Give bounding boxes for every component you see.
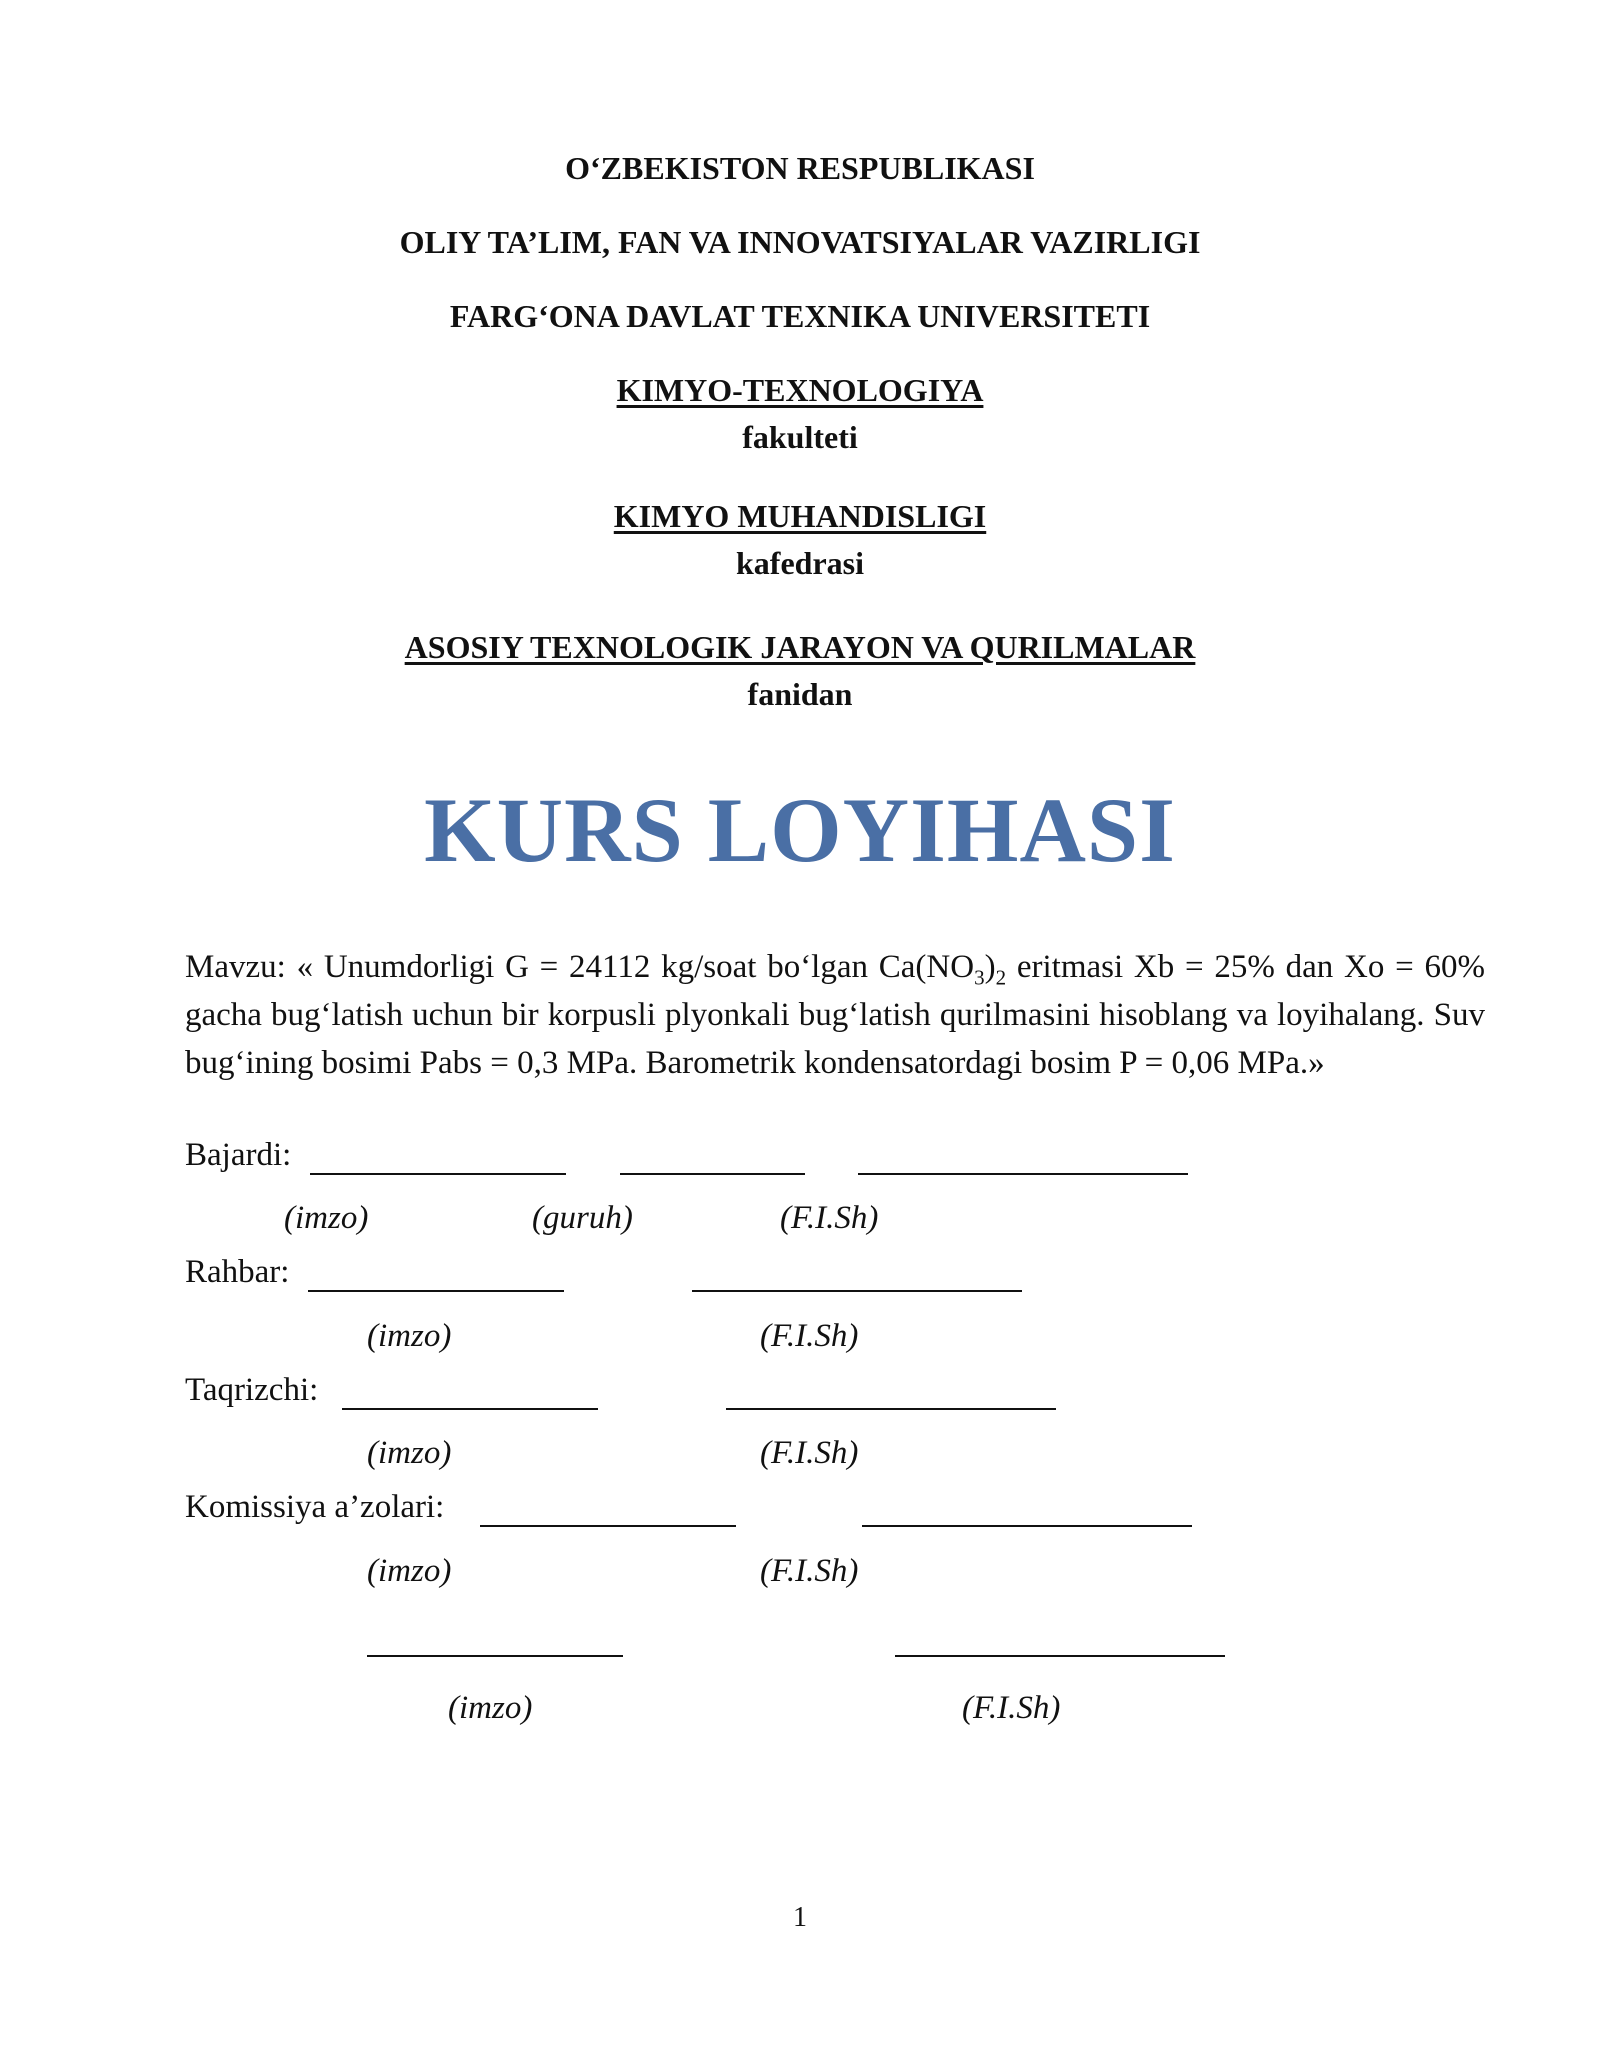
supervisor-signature-caption: (imzo)	[367, 1318, 452, 1354]
ministry-heading: OLIY TA’LIM, FAN VA INNOVATSIYALAR VAZIRLIGI	[399, 224, 1201, 260]
reviewer-signature-caption: (imzo)	[367, 1435, 452, 1471]
reviewer-name-line[interactable]	[726, 1408, 1056, 1410]
performer-group-line[interactable]	[620, 1173, 805, 1175]
commission-name-caption-2: (F.I.Sh)	[962, 1690, 1061, 1726]
commission-name-line-1[interactable]	[862, 1525, 1192, 1527]
commission-name-line-2[interactable]	[895, 1655, 1225, 1657]
supervisor-name-caption: (F.I.Sh)	[760, 1318, 859, 1354]
performer-signature-caption: (imzo)	[284, 1200, 369, 1236]
university-heading: FARG‘ONA DAVLAT TEXNIKA UNIVERSITETI	[449, 298, 1151, 334]
performer-name-caption: (F.I.Sh)	[780, 1200, 879, 1236]
faculty-label: fakulteti	[742, 419, 858, 455]
reviewer-name-caption: (F.I.Sh)	[760, 1435, 859, 1471]
department-label: kafedrasi	[736, 545, 864, 581]
subject-name: ASOSIY TEXNOLOGIK JARAYON VA QURILMALAR	[404, 629, 1196, 665]
topic-text-part1: Mavzu: « Unumdorligi G = 24112 kg/soat bo‘lgan Ca(NO	[185, 949, 975, 985]
performer-group-caption: (guruh)	[532, 1200, 633, 1236]
commission-name-caption-1: (F.I.Sh)	[760, 1553, 859, 1589]
department-name: KIMYO MUHANDISLIGI	[613, 498, 987, 534]
reviewer-signature-line[interactable]	[342, 1408, 598, 1410]
commission-signature-line-2[interactable]	[367, 1655, 623, 1657]
country-heading: O‘ZBEKISTON RESPUBLIKASI	[565, 150, 1035, 186]
topic-text-part3: eritmasi Xb = 25% dan Xo = 60% gacha bug‘latish uchun bir korpusli plyonkali bug‘latish qurilmasini hisoblang va loyihalang. Suv bug‘ining bosimi Pabs = 0,3 MPa. Barometrik kondensatordagi bosim P = 0,06 MPa.»	[185, 949, 1485, 1081]
commission-signature-caption-2: (imzo)	[448, 1690, 533, 1726]
supervisor-name-line[interactable]	[692, 1290, 1022, 1292]
faculty-name: KIMYO-TEXNOLOGIYA	[616, 372, 984, 408]
performer-label: Bajardi:	[185, 1137, 292, 1173]
performer-name-line[interactable]	[858, 1173, 1188, 1175]
topic-subscript-2: 2	[995, 965, 1007, 990]
topic-paragraph	[185, 943, 1485, 1087]
commission-signature-caption-1: (imzo)	[367, 1553, 452, 1589]
commission-signature-line-1[interactable]	[480, 1525, 736, 1527]
document-title: KURS LOYIHASI	[424, 779, 1176, 881]
topic-text-part2: )	[984, 949, 996, 985]
subject-label: fanidan	[747, 676, 853, 712]
supervisor-label: Rahbar:	[185, 1254, 290, 1290]
supervisor-signature-line[interactable]	[308, 1290, 564, 1292]
page-number: 1	[793, 1902, 807, 1933]
topic-subscript-1: 3	[974, 965, 985, 990]
commission-label: Komissiya a’zolari:	[185, 1489, 445, 1525]
performer-signature-line[interactable]	[310, 1173, 566, 1175]
reviewer-label: Taqrizchi:	[185, 1372, 319, 1408]
